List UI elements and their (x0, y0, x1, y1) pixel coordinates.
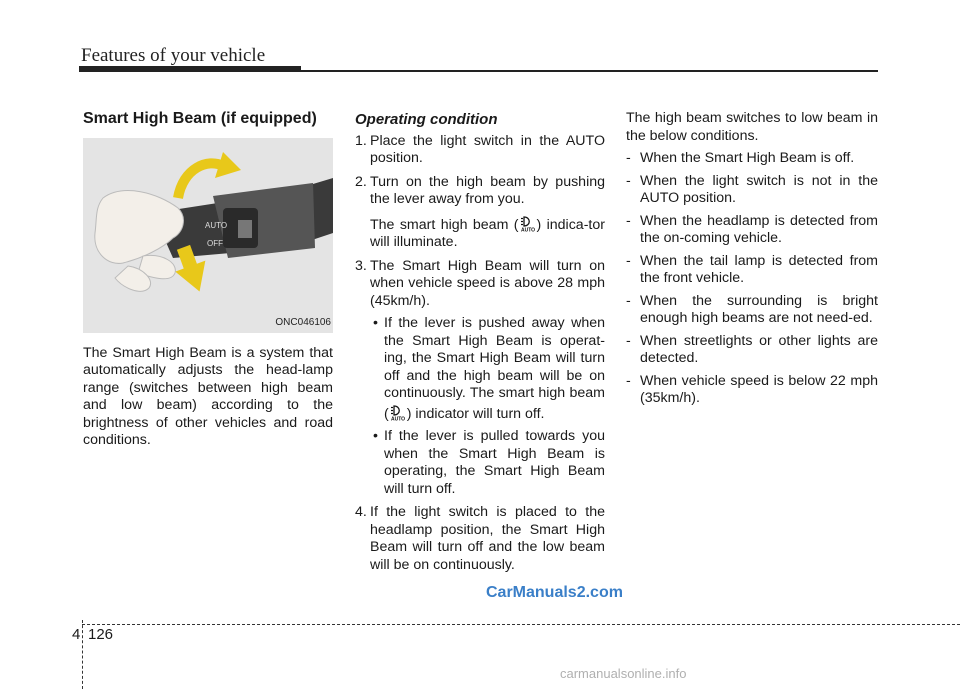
lever-illustration (83, 138, 333, 333)
steps-list (355, 133, 605, 575)
bullet-dot: • (373, 428, 378, 444)
auto-icon-label: AUTO (390, 416, 405, 421)
header-rule-thin (301, 70, 878, 72)
step-1 (355, 133, 605, 168)
svg-text:OFF: OFF (207, 238, 223, 248)
dash: - (626, 372, 631, 389)
dash: - (626, 252, 631, 269)
condition-item (626, 373, 878, 408)
auto-icon-label: AUTO (520, 227, 535, 232)
column-middle (355, 111, 605, 580)
footer-rule (82, 624, 960, 625)
page-number: 126 (88, 626, 114, 643)
dash: - (626, 212, 631, 229)
step-3 (355, 258, 605, 499)
step-number: 1. (355, 132, 367, 149)
column-left (83, 110, 333, 450)
step-2-note (370, 214, 605, 252)
dash: - (626, 172, 631, 189)
condition-text: When the Smart High Beam is off. (640, 150, 855, 166)
dash: - (626, 332, 631, 349)
bullet-text-after: ) indicator will turn off. (406, 405, 545, 422)
condition-item (626, 293, 878, 328)
column-right (626, 110, 878, 408)
auto-high-beam-icon (519, 214, 537, 232)
watermark-link[interactable]: CarManuals2.com (486, 584, 623, 601)
condition-text: When the surrounding is bright enough high beams are not need-ed. (640, 292, 878, 326)
note-before: The smart high beam ( (370, 216, 519, 233)
intro-paragraph: The Smart High Beam is a system that automatically adjusts the head-lamp range (switches between high beam and low beam) according to the brightness of other vehicles and road conditions. (83, 344, 333, 448)
condition-text: When the tail lamp is detected from the front vehicle. (640, 252, 878, 286)
step-2 (355, 174, 605, 252)
condition-text: When the light switch is not in the AUTO position. (640, 172, 878, 206)
step-number: 2. (355, 173, 367, 190)
step-number: 3. (355, 257, 367, 274)
condition-text: When streetlights or other lights are detected. (640, 332, 878, 366)
step-text: Place the light switch in the AUTO position. (370, 132, 605, 166)
note-after: ) indica-tor will illuminate. (370, 216, 605, 250)
figure-code: ONC046106 (275, 317, 331, 328)
bullet-text: If the lever is pulled towards you when the Smart High Beam is operating, the Smart High Beam will turn off. (384, 428, 605, 497)
dash: - (626, 150, 631, 166)
conditions-intro: The high beam switches to low beam in the below conditions. (626, 110, 878, 144)
site-watermark: carmanualsonline.info (560, 666, 687, 681)
page-header-title: Features of your vehicle (81, 45, 266, 66)
condition-item (626, 213, 878, 248)
step-text: Turn on the high beam by pushing the lever away from you. (370, 173, 605, 207)
header-rule-thick (79, 66, 301, 72)
step-3-bullets (370, 315, 605, 498)
svg-text:AUTO: AUTO (205, 220, 228, 230)
section-number: 4 (72, 626, 81, 643)
bullet-dot: • (373, 315, 378, 331)
lever-illustration-drawing (83, 138, 333, 333)
step-4 (355, 504, 605, 574)
conditions-list (626, 150, 878, 408)
bullet-text-before: If the lever is pushed away when the Smart High Beam is operat-ing, the Smart High Beam will turn off and the high beam will be on continuously. The smart high beam ( (384, 315, 605, 422)
condition-item (626, 173, 878, 208)
condition-item (626, 333, 878, 368)
step-text: If the light switch is placed to the headlamp position, the Smart High Beam will turn off and the low beam will be on continuously. (370, 504, 605, 573)
footer-rule-vertical (82, 620, 83, 689)
section-title: Smart High Beam (if equipped) (83, 110, 317, 127)
dash: - (626, 292, 631, 309)
condition-text: When the headlamp is detected from the on-coming vehicle. (640, 212, 878, 246)
bullet-item (370, 315, 605, 423)
condition-item (626, 253, 878, 288)
subsection-title: Operating condition (355, 111, 498, 128)
step-text: The Smart High Beam will turn on when vehicle speed is above 28 mph (45km/h). (370, 257, 605, 309)
step-number: 4. (355, 504, 367, 520)
condition-item (626, 150, 878, 168)
bullet-text (384, 315, 605, 423)
auto-high-beam-icon (389, 403, 407, 421)
bullet-item (370, 428, 605, 498)
condition-text: When vehicle speed is below 22 mph (35km/h). (640, 372, 878, 406)
